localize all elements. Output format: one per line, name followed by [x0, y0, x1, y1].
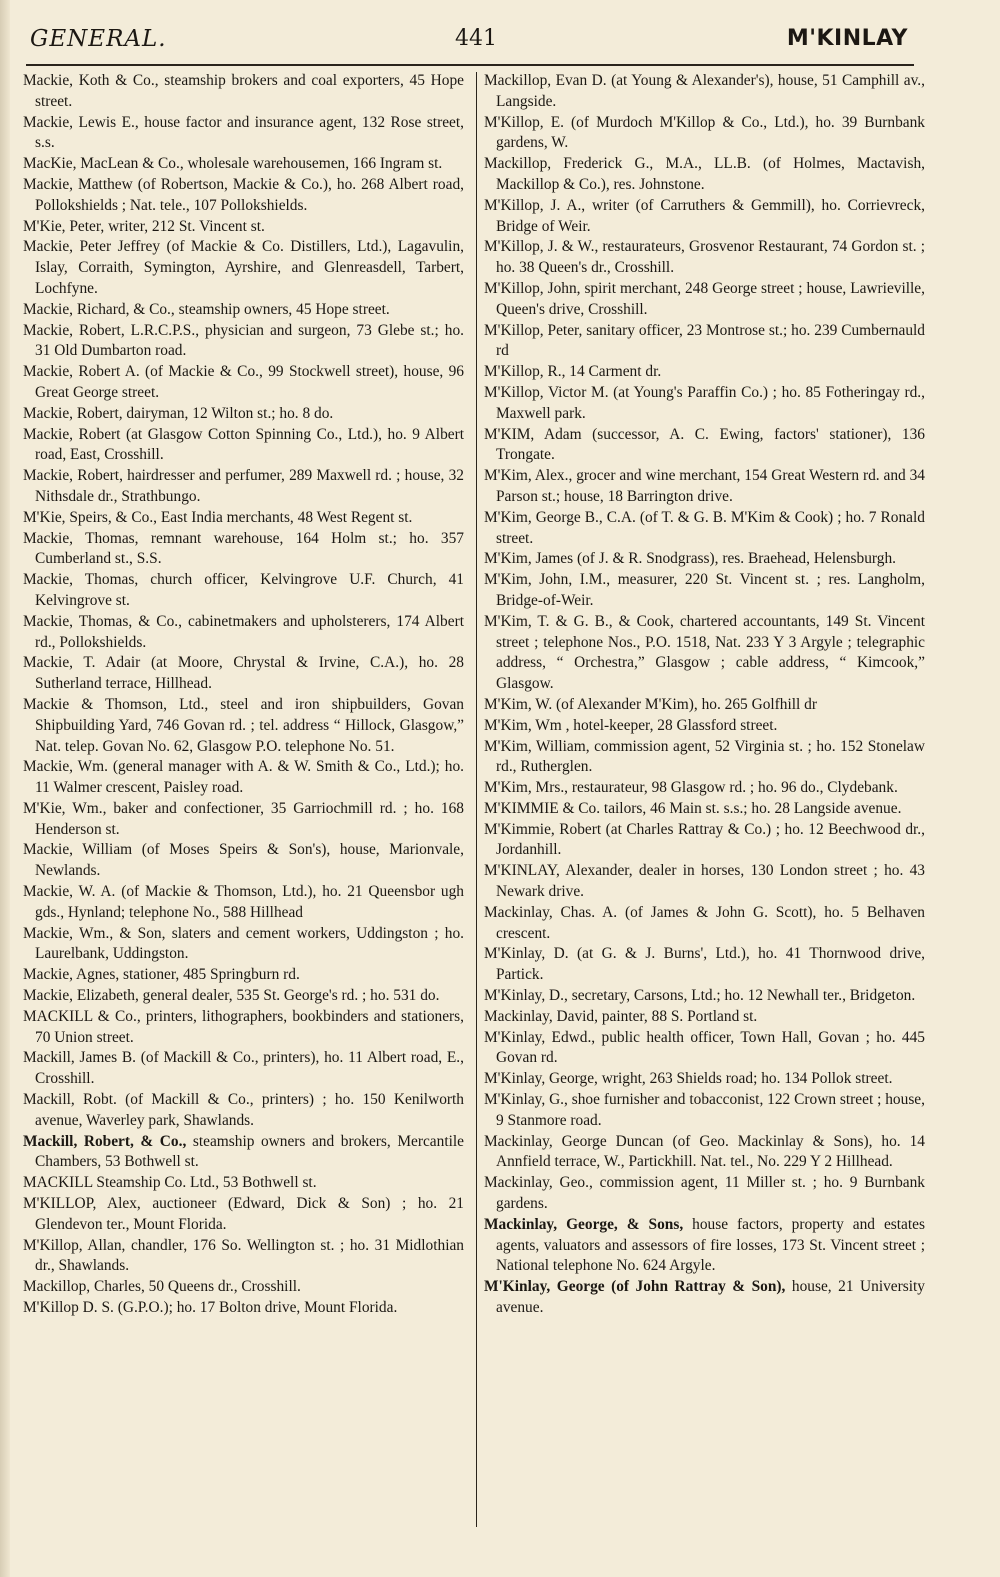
directory-entry — [484, 321, 925, 363]
entry-text: Mackie, Elizabeth, general dealer, 535 St. George's rd. ; ho. 531 do. — [23, 987, 440, 1005]
entry-text: MACKILL & Co., printers, lithographers, bookbinders and stationers, 70 Union street. — [23, 1007, 464, 1046]
entry-text: M'Kinlay, D. (at G. & J. Burns', Ltd.), ho. 41 Thornwood drive, Partick. — [484, 945, 925, 984]
directory-entry — [484, 154, 925, 196]
directory-entry — [484, 71, 925, 113]
directory-entry — [484, 1007, 925, 1028]
directory-entry — [484, 903, 925, 945]
directory-entry — [484, 820, 925, 862]
entry-text: Mackie, Koth & Co., steamship brokers and coal exporters, 45 Hope street. — [23, 72, 464, 110]
directory-entry — [484, 362, 925, 383]
entry-text: Mackill, James B. (of Mackill & Co., printers), ho. 11 Albert road, E., Crosshill. — [23, 1049, 464, 1088]
directory-entry — [23, 217, 464, 238]
entry-text: Mackie, Matthew (of Robertson, Mackie & Co.), ho. 268 Albert road, Pollokshields ; Nat. tele., 107 Pollokshields. — [23, 175, 464, 214]
directory-entry — [23, 113, 464, 155]
entry-text: M'Kinlay, George, wright, 263 Shields road; ho. 134 Pollok street. — [484, 1070, 893, 1088]
entry-text: M'Killop, Peter, sanitary officer, 23 Montrose st.; ho. 239 Cumbernauld rd — [484, 321, 925, 360]
directory-entry — [484, 466, 925, 508]
page-number: 441 — [455, 26, 497, 51]
directory-entry — [484, 716, 925, 737]
entry-text: Mackie, Richard, & Co., steamship owners, 45 Hope street. — [23, 300, 390, 318]
directory-entry — [484, 612, 925, 695]
entry-text: Mackie, William (of Moses Speirs & Son's), house, Marionvale, Newlands. — [23, 841, 464, 880]
entry-text: Mackie, Robert, hairdresser and perfumer, 289 Maxwell rd. ; house, 32 Nithsdale dr., Strathbungo. — [23, 467, 464, 505]
entry-text: Mackinlay, Geo., commission agent, 11 Miller st. ; ho. 9 Burnbank gardens. — [484, 1174, 925, 1213]
directory-entry — [23, 799, 464, 841]
entry-text: M'Kim, James (of J. & R. Snodgrass), res. Braehead, Helensburgh. — [484, 550, 896, 568]
directory-entry — [484, 1028, 925, 1070]
running-head-section: GENERAL. — [30, 26, 167, 52]
directory-entry — [484, 1215, 925, 1277]
entry-text: steamship owners and brokers, Mercantile Chambers, 53 Bothwell st. — [35, 1132, 464, 1171]
entry-text: MacKie, MacLean & Co., wholesale warehousemen, 166 Ingram st. — [23, 155, 443, 173]
directory-entry — [23, 695, 464, 757]
directory-entry — [484, 508, 925, 550]
entry-text: M'Kim, John, I.M., measurer, 220 St. Vincent st. ; res. Langholm, Bridge-of-Weir. — [484, 571, 925, 609]
directory-entry — [23, 508, 464, 529]
directory-entry — [484, 383, 925, 425]
directory-entry — [23, 882, 464, 924]
directory-entry — [484, 425, 925, 467]
directory-entry — [23, 757, 464, 799]
entry-text: M'KIMMIE & Co. tailors, 46 Main st. s.s.; ho. 28 Langside avenue. — [484, 799, 902, 817]
entry-text: Mackie, Robert, dairyman, 12 Wilton st.; ho. 8 do. — [23, 404, 334, 422]
entry-text: Mackie, Wm. (general manager with A. & W. Smith & Co., Ltd.); ho. 11 Walmer crescent, Paisley road. — [23, 758, 464, 797]
directory-entry — [484, 1173, 925, 1215]
entry-text: Mackie, Robert A. (of Mackie & Co., 99 Stockwell street), house, 96 Great George street. — [23, 363, 464, 401]
directory-entry — [484, 861, 925, 903]
entry-text: Mackie, Peter Jeffrey (of Mackie & Co. Distillers, Ltd.), Lagavulin, Islay, Corraith, Symington, Ayrshire, and Glenreasdell, Tarbert, Lochfyne. — [23, 238, 464, 297]
directory-entry — [484, 778, 925, 799]
directory-entry — [484, 1132, 925, 1174]
entry-text: M'Kinlay, D., secretary, Carsons, Ltd.; ho. 12 Newhall ter., Bridgeton. — [484, 987, 916, 1005]
entry-text: M'Kim, T. & G. B., & Cook, chartered accountants, 149 St. Vincent street ; telephone Nos., P.O. 1518, Nat. 233 Y 3 Argyle ; telegraphic address, “ Orchestra,” Glasgow ; cable address, “ Kimcook,” Glasgow. — [484, 612, 925, 693]
entry-text: M'Kie, Wm., baker and confectioner, 35 Garriochmill rd. ; ho. 168 Henderson st. — [23, 799, 464, 838]
entry-text: Mackie, T. Adair (at Moore, Chrystal & Irvine, C.A.), ho. 28 Sutherland terrace, Hillhead. — [23, 654, 464, 693]
entry-text: Mackie, Lewis E., house factor and insurance agent, 132 Rose street, s.s. — [23, 113, 464, 152]
entry-text: Mackie, W. A. (of Mackie & Thomson, Ltd.), ho. 21 Queensbor ugh gds., Hynland; telephone No., 588 Hillhead — [23, 883, 464, 921]
directory-entry — [23, 321, 464, 363]
directory-entry — [23, 425, 464, 467]
directory-entry — [484, 549, 925, 570]
directory-entry — [484, 986, 925, 1007]
entry-text: Mackie, Thomas, & Co., cabinetmakers and upholsterers, 174 Albert rd., Pollokshields. — [23, 612, 464, 651]
entry-text: M'Kie, Peter, writer, 212 St. Vincent st. — [23, 217, 265, 235]
entry-text: M'Kie, Speirs, & Co., East India merchants, 48 West Regent st. — [23, 508, 413, 526]
directory-entry — [484, 695, 925, 716]
entry-text: Mackie, Thomas, remnant warehouse, 164 Holm st.; ho. 357 Cumberland st., S.S. — [23, 529, 464, 568]
entry-text: M'Kim, Mrs., restaurateur, 98 Glasgow rd. ; ho. 96 do., Clydebank. — [484, 779, 898, 797]
entry-text: M'Kim, W. (of Alexander M'Kim), ho. 265 Golfhill dr — [484, 695, 817, 713]
directory-entry — [23, 1277, 464, 1298]
directory-entry — [23, 175, 464, 217]
directory-entry — [484, 113, 925, 155]
directory-entry — [23, 466, 464, 508]
entry-text: M'Killop, J. & W., restaurateurs, Grosvenor Restaurant, 74 Gordon st. ; ho. 38 Queen's dr., Crosshill. — [484, 238, 925, 277]
directory-entry — [484, 944, 925, 986]
directory-entry — [23, 362, 464, 404]
directory-entry — [23, 1173, 464, 1194]
directory-entry — [23, 570, 464, 612]
directory-entry — [484, 570, 925, 612]
entry-text: house factors, property and estates agents, valuators and assessors of fire losses, 173 St. Vincent street ; National telephone No. 624 Argyle. — [496, 1215, 925, 1275]
entry-text: Mackinlay, Chas. A. (of James & John G. Scott), ho. 5 Belhaven crescent. — [484, 903, 925, 942]
running-head-keyword: M'KINLAY — [786, 26, 908, 51]
directory-entry — [23, 924, 464, 966]
entry-text: Mackie, Robert, L.R.C.P.S., physician and surgeon, 73 Glebe st.; ho. 31 Old Dumbarton road. — [23, 321, 464, 360]
directory-entry — [484, 1090, 925, 1132]
entry-text: Mackinlay, David, painter, 88 S. Portland st. — [484, 1007, 758, 1025]
entry-text: M'KINLAY, Alexander, dealer in horses, 130 London street ; ho. 43 Newark drive. — [484, 862, 925, 901]
directory-entry — [484, 196, 925, 238]
entry-text: Mackillop, Frederick G., M.A., LL.B. (of Holmes, Mactavish, Mackillop & Co.), res. Johnstone. — [484, 155, 925, 193]
directory-entry — [23, 1298, 464, 1319]
directory-entry — [23, 529, 464, 571]
entry-text: M'Killop, R., 14 Carment dr. — [484, 363, 662, 381]
directory-entry — [23, 1236, 464, 1278]
directory-entry — [484, 737, 925, 779]
entry-text: M'Killop D. S. (G.P.O.); ho. 17 Bolton drive, Mount Florida. — [23, 1299, 398, 1317]
entry-text: M'Kim, Alex., grocer and wine merchant, 154 Great Western rd. and 34 Parson st.; house, 18 Barrington drive. — [484, 467, 925, 505]
entry-name-bold: M'Kinlay, George (of John Rattray & Son), — [484, 1278, 786, 1296]
entry-text: M'Kim, George B., C.A. (of T. & G. B. M'Kim & Cook) ; ho. 7 Ronald street. — [484, 508, 925, 547]
directory-entry — [484, 799, 925, 820]
left-column — [23, 71, 464, 1319]
entry-text: Mackill, Robt. (of Mackill & Co., printers) ; ho. 150 Kenilworth avenue, Waverley park, Shawlands. — [23, 1091, 464, 1129]
directory-entry — [484, 1069, 925, 1090]
directory-entry — [23, 840, 464, 882]
directory-entry — [23, 1007, 464, 1049]
entry-text: Mackie & Thomson, Ltd., steel and iron shipbuilders, Govan Shipbuilding Yard, 746 Govan rd. ; tel. address “ Hillock, Glasgow,” Nat. telep. Govan No. 62, Glasgow P.O. telephone No. 51. — [23, 695, 464, 755]
entry-text: M'Kinlay, G., shoe furnisher and tobacconist, 122 Crown street ; house, 9 Stanmore road. — [484, 1091, 925, 1129]
entry-text: M'Killop, Allan, chandler, 176 So. Wellington st. ; ho. 31 Midlothian dr., Shawlands. — [23, 1236, 464, 1275]
header-rule — [26, 64, 914, 66]
directory-entry — [23, 965, 464, 986]
directory-entry — [23, 1090, 464, 1132]
directory-entry — [23, 404, 464, 425]
entry-text: Mackie, Thomas, church officer, Kelvingrove U.F. Church, 41 Kelvingrove st. — [23, 571, 464, 609]
entry-text: M'KILLOP, Alex, auctioneer (Edward, Dick & Son) ; ho. 21 Glendevon ter., Mount Florida. — [23, 1195, 464, 1233]
directory-entry — [23, 237, 464, 299]
directory-entry — [484, 1277, 925, 1319]
entry-name-bold: Mackill, Robert, & Co., — [23, 1132, 187, 1150]
directory-entry — [484, 237, 925, 279]
entry-text: M'Kinlay, Edwd., public health officer, Town Hall, Govan ; ho. 445 Govan rd. — [484, 1028, 925, 1067]
entry-text: M'Killop, E. (of Murdoch M'Killop & Co., Ltd.), ho. 39 Burnbank gardens, W. — [484, 113, 925, 152]
page-binding-edge — [0, 0, 10, 1577]
entry-text: M'KIM, Adam (successor, A. C. Ewing, factors' stationer), 136 Trongate. — [484, 425, 925, 464]
entry-text: M'Killop, Victor M. (at Young's Paraffin Co.) ; ho. 85 Fotheringay rd., Maxwell park. — [484, 383, 925, 422]
entry-text: M'Kim, William, commission agent, 52 Virginia st. ; ho. 152 Stonelaw rd., Rutherglen. — [484, 737, 925, 776]
entry-text: Mackie, Wm., & Son, slaters and cement workers, Uddingston ; ho. Laurelbank, Uddingston. — [23, 924, 464, 963]
directory-entry — [23, 1194, 464, 1236]
directory-entry — [23, 612, 464, 654]
entry-text: M'Kimmie, Robert (at Charles Rattray & Co.) ; ho. 12 Beechwood dr., Jordanhill. — [484, 820, 925, 859]
entry-text: M'Kim, Wm , hotel-keeper, 28 Glassford street. — [484, 716, 778, 734]
entry-text: Mackie, Agnes, stationer, 485 Springburn rd. — [23, 966, 300, 984]
entry-text: Mackie, Robert (at Glasgow Cotton Spinning Co., Ltd.), ho. 9 Albert road, East, Crosshill. — [23, 425, 464, 464]
right-column — [484, 71, 925, 1319]
directory-entry — [23, 300, 464, 321]
entry-text: M'Killop, John, spirit merchant, 248 George street ; house, Lawrieville, Queen's drive, Crosshill. — [484, 279, 925, 318]
entry-text: Mackillop, Evan D. (at Young & Alexander's), house, 51 Camphill av., Langside. — [484, 72, 925, 110]
directory-entry — [23, 653, 464, 695]
column-divider — [476, 72, 477, 1527]
entry-text: house, 21 University avenue. — [496, 1278, 925, 1317]
directory-entry — [23, 71, 464, 113]
directory-entry — [484, 279, 925, 321]
entry-name-bold: Mackinlay, George, & Sons, — [484, 1215, 684, 1233]
entry-text: M'Killop, J. A., writer (of Carruthers & Gemmill), ho. Corrievreck, Bridge of Weir. — [484, 196, 925, 235]
directory-entry — [23, 986, 464, 1007]
entry-text: MACKILL Steamship Co. Ltd., 53 Bothwell st. — [23, 1174, 317, 1192]
entry-text: Mackinlay, George Duncan (of Geo. Mackinlay & Sons), ho. 14 Annfield terrace, W., Partickhill. Nat. tel., No. 229 Y 2 Hillhead. — [484, 1132, 925, 1171]
entry-text: Mackillop, Charles, 50 Queens dr., Crosshill. — [23, 1278, 301, 1296]
directory-entry — [23, 154, 464, 175]
directory-entry — [23, 1132, 464, 1174]
directory-entry — [23, 1048, 464, 1090]
